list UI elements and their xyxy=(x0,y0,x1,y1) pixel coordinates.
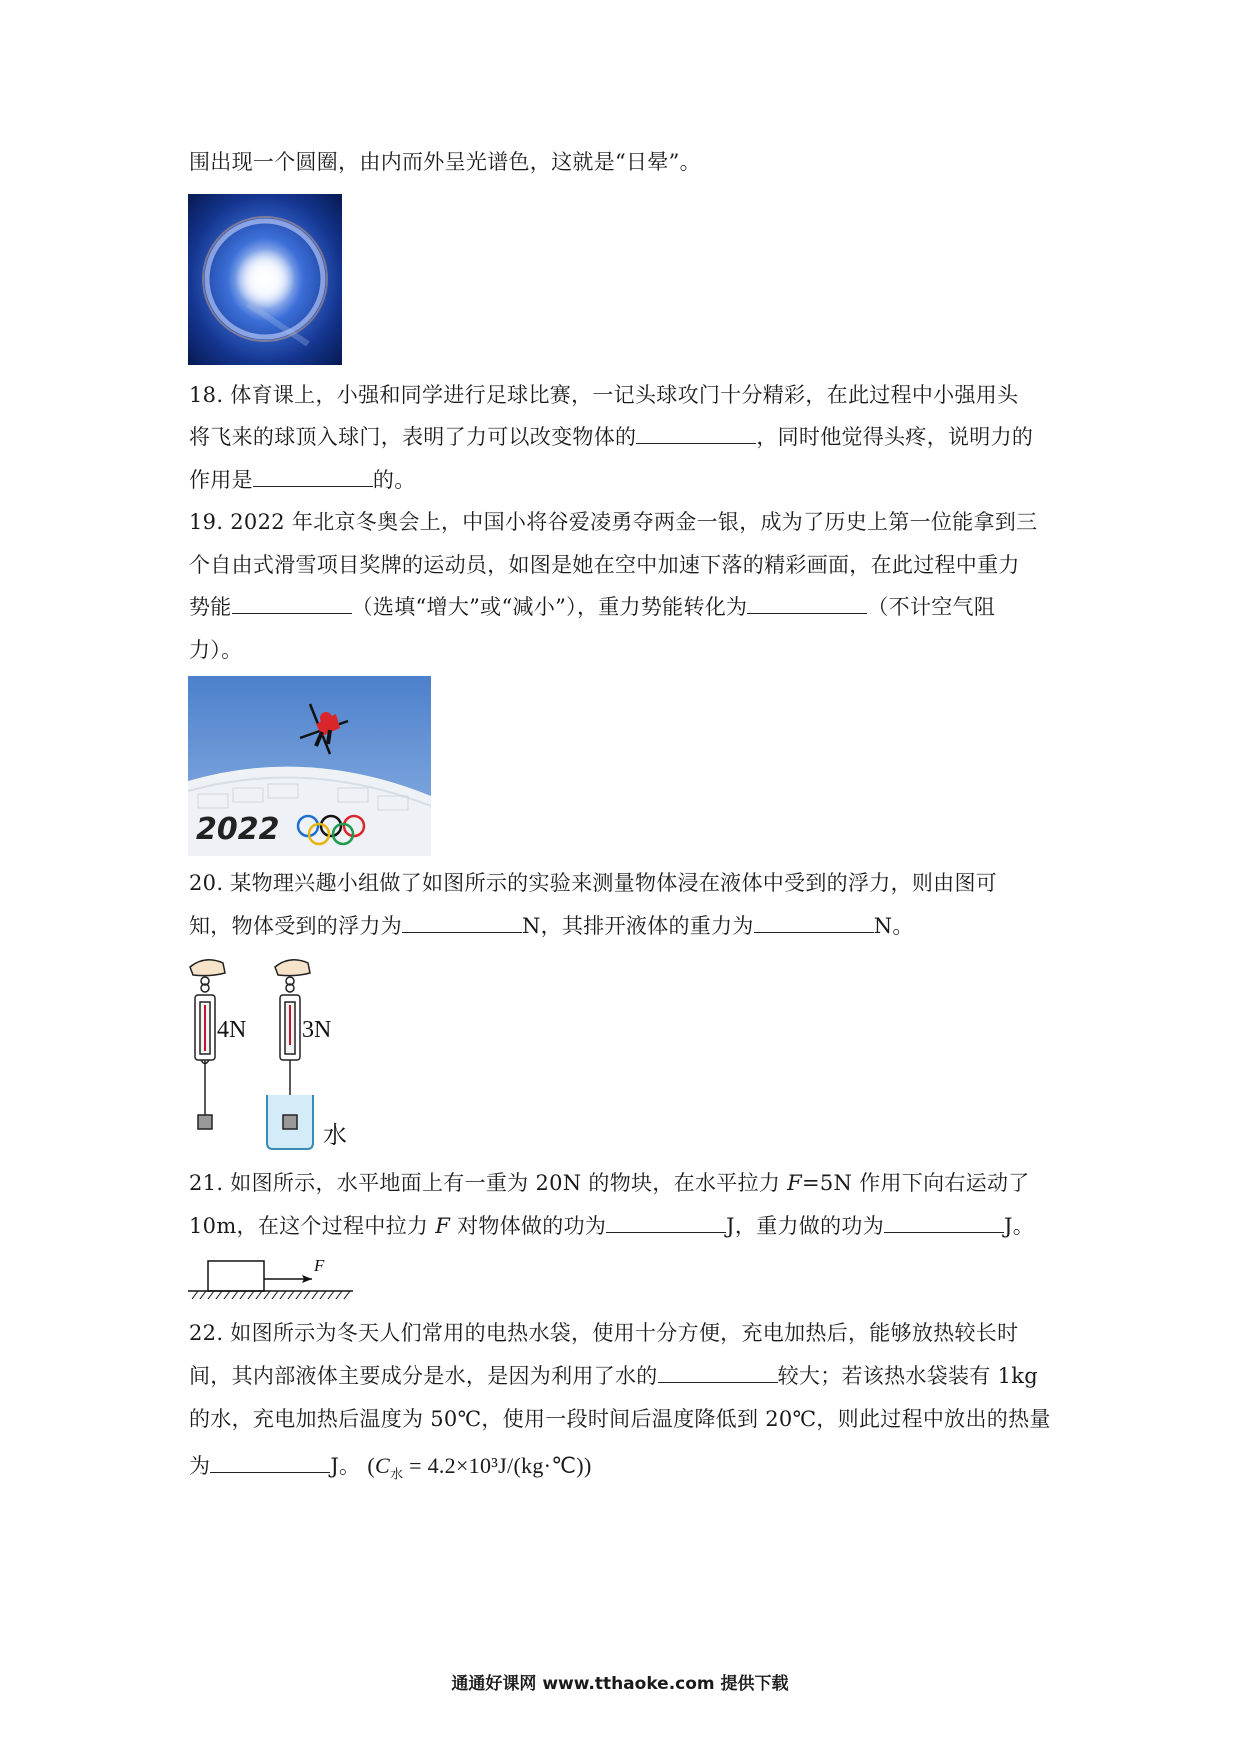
q21-line1-text-b: =5N 作用下向右运动了 xyxy=(801,1171,1030,1195)
q20-line2-text-c: N。 xyxy=(873,914,914,938)
q21-line1-text-a: 21. 如图所示，水平地面上有一重为 20N 的物块，在水平拉力 xyxy=(189,1171,788,1195)
q22-line2 xyxy=(189,1361,1038,1391)
q20-line2-text-b: N，其排开液体的重力为 xyxy=(522,914,754,938)
q18-line2-text-a: 将飞来的球顶入球门，表明了力可以改变物体的 xyxy=(189,425,637,449)
q19-line1: 19. 2022 年北京冬奥会上，中国小将谷爱凌勇夺两金一银，成为了历史上第一位能拿到三 xyxy=(189,510,1038,534)
q21-force-symbol-2: F xyxy=(435,1214,451,1238)
q19-line2: 个自由式滑雪项目奖牌的运动员，如图是她在空中加速下落的精彩画面，在此过程中重力 xyxy=(189,553,1020,577)
balance-right-reading: 3N xyxy=(302,1017,332,1043)
q22-line1: 22. 如图所示为冬天人们常用的电热水袋，使用十分方便，充电加热后，能够放热较长时 xyxy=(189,1321,1019,1345)
q22-blank-1[interactable] xyxy=(658,1362,778,1383)
footer-text: 通通好课网 www.tthaoke.com 提供下载 xyxy=(451,1674,789,1694)
q18-line1: 18. 体育课上，小强和同学进行足球比赛，一记头球攻门十分精彩，在此过程中小强用头 xyxy=(189,383,1019,407)
q22-line4-text-a: 为 xyxy=(189,1454,211,1478)
q21-line2-text-a: 10m，在这个过程中拉力 xyxy=(189,1214,436,1238)
q18-line2-text-b: ，同时他觉得头疼，说明力的 xyxy=(756,425,1034,449)
water-label: 水 xyxy=(323,1121,347,1149)
q19-blank-1[interactable] xyxy=(232,593,352,614)
q20-line2 xyxy=(189,911,914,941)
q18-line3-text-a: 作用是 xyxy=(189,468,253,492)
q20-blank-1[interactable] xyxy=(402,912,522,933)
q18-line2 xyxy=(189,422,1033,452)
skier-image-year: 2022 xyxy=(196,812,280,847)
q19-line3-text-c: （不计空气阻 xyxy=(867,595,996,619)
q19-line3 xyxy=(189,592,995,622)
block-force-figure xyxy=(188,1253,358,1301)
intro-text: 围出现一个圆圈，由内而外呈光谱色，这就是“日晕”。 xyxy=(189,150,701,174)
q22-line4-text-b: J。 xyxy=(330,1454,361,1478)
q20-line2-text-a: 知，物体受到的浮力为 xyxy=(189,914,402,938)
balance-left-reading: 4N xyxy=(217,1017,247,1043)
sun-halo-image xyxy=(188,194,342,365)
q19-blank-2[interactable] xyxy=(747,593,867,614)
spring-balance-figure xyxy=(185,955,385,1155)
q20-line1: 20. 某物理兴趣小组做了如图所示的实验来测量物体浸在液体中受到的浮力，则由图可 xyxy=(189,871,998,895)
force-label: F xyxy=(314,1256,325,1275)
q21-blank-1[interactable] xyxy=(606,1212,726,1233)
q22-line4 xyxy=(189,1451,592,1489)
q19-line3-text-a: 势能 xyxy=(189,595,232,619)
q22-line3: 的水，充电加热后温度为 50℃，使用一段时间后温度降低到 20℃，则此过程中放出的热量 xyxy=(189,1407,1051,1431)
formula-rest: = 4.2×10³J/(kg·℃) xyxy=(403,1453,584,1478)
formula-c: C xyxy=(374,1453,390,1478)
skier-image xyxy=(188,676,431,856)
q19-line4: 力）。 xyxy=(189,638,243,662)
q18-blank-2[interactable] xyxy=(253,466,373,487)
q21-line2-text-d: J。 xyxy=(1004,1214,1035,1238)
q18-blank-1[interactable] xyxy=(636,423,756,444)
q18-line3 xyxy=(189,465,416,495)
q22-blank-2[interactable] xyxy=(210,1452,330,1473)
q19-line3-text-b: （选填“增大”或“减小”），重力势能转化为 xyxy=(351,595,748,619)
q21-line1 xyxy=(189,1168,1030,1198)
q21-line2 xyxy=(189,1211,1034,1241)
q21-blank-2[interactable] xyxy=(884,1212,1004,1233)
q21-line2-text-b: 对物体做的功为 xyxy=(450,1214,607,1238)
q20-blank-2[interactable] xyxy=(754,912,874,933)
q22-line2-text-a: 间，其内部液体主要成分是水，是因为利用了水的 xyxy=(189,1364,658,1388)
specific-heat-formula: ($C_水$ = 4.2×10³J/(kg·℃)) xyxy=(367,1453,592,1482)
formula-sub: 水 xyxy=(389,1466,404,1482)
q18-line3-text-b: 的。 xyxy=(372,468,416,492)
q21-line2-text-c: J，重力做的功为 xyxy=(726,1214,884,1238)
q21-force-symbol: F xyxy=(787,1171,802,1195)
q22-line2-text-b: 较大；若该热水袋装有 1kg xyxy=(777,1364,1039,1388)
